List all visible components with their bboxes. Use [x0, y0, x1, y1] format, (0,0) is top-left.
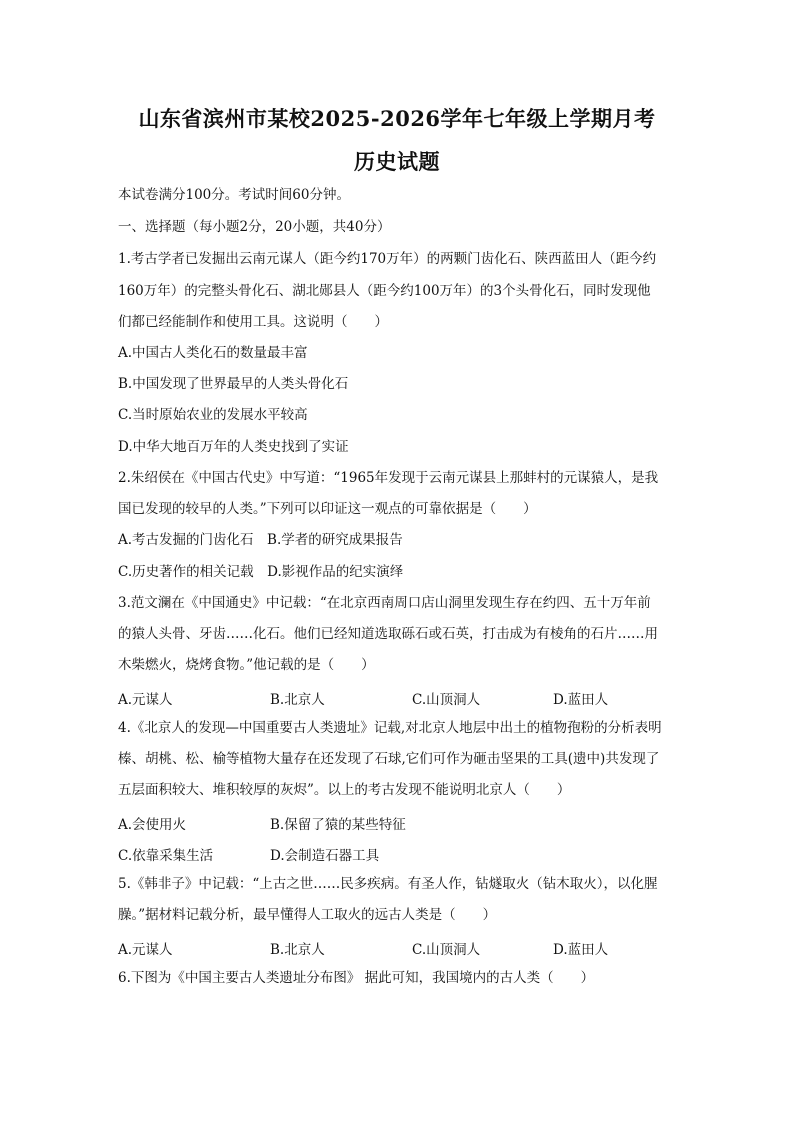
question-5-line-1: 5.《韩非子》中记载：“上古之世……民多疾病。有圣人作，钻燧取火（钻木取火），以化腥: [118, 876, 658, 892]
question-3-line-1: 3.范文澜在《中国通史》中记载：“在北京西南周口店山洞里发现生存在约四、五十万年前: [118, 595, 651, 611]
question-6-line-1: 6.下图为《中国主要古人类遗址分布图》 据此可知，我国境内的古人类（ ）: [118, 970, 595, 986]
question-1-line-3: 们都已经能制作和使用工具。这说明（ ）: [118, 314, 388, 330]
question-3-option-a: A.元谋人: [118, 692, 173, 708]
question-3-line-2: 的猿人头骨、牙齿……化石。他们已经知道选取砾石或石英，打击成为有棱角的石片……用: [118, 626, 658, 642]
question-4-option-d: D.会制造石器工具: [270, 848, 380, 864]
question-5-option-b: B.北京人: [270, 942, 325, 958]
question-4-line-2: 榛、胡桃、松、榆等植物大量存在还发现了石球,它们可作为砸击坚果的工具(遗中)共发现了: [118, 751, 660, 767]
question-4-option-c: C.依靠采集生活: [118, 848, 214, 864]
question-5-option-d: D.蓝田人: [553, 942, 609, 958]
question-3-option-c: C.山顶洞人: [412, 692, 481, 708]
question-2-options-cd: C.历史著作的相关记载 D.影视作品的纪实演绎: [118, 564, 404, 580]
question-1-option-a: A.中国古人类化石的数量最丰富: [118, 345, 308, 361]
question-2-line-2: 国已发现的较早的人类。”下列可以印证这一观点的可靠依据是（ ）: [118, 501, 537, 517]
section-heading: 一、选择题（每小题2分，20小题，共40分）: [118, 219, 391, 235]
question-2-line-1: 2.朱绍侯在《中国古代史》中写道：“1965年发现于云南元谋县上那蚌村的元谋猿人，是我: [118, 470, 659, 486]
question-5-option-a: A.元谋人: [118, 942, 173, 958]
question-2-options-ab: A.考古发掘的门齿化石 B.学者的研究成果报告: [118, 532, 403, 548]
question-4-line-3: 五层面积较大、堆积较厚的灰烬”。以上的考古发现不能说明北京人（ ）: [118, 782, 571, 798]
question-1-line-1: 1.考古学者已发掘出云南元谋人（距今约170万年）的两颗门齿化石、陕西蓝田人（距今约: [118, 251, 657, 267]
question-5-option-c: C.山顶洞人: [412, 942, 481, 958]
question-1-line-2: 160万年）的完整头骨化石、湖北郧县人（距今约100万年）的3个头骨化石，同时发现他: [118, 283, 651, 299]
question-1-option-c: C.当时原始农业的发展水平较高: [118, 407, 308, 423]
exam-title: 山东省滨州市某校2025-2026学年七年级上学期月考: [138, 106, 656, 131]
question-4-option-a: A.会使用火: [118, 817, 187, 833]
question-5-line-2: 臊。”据材料记载分析，最早懂得人工取火的远古人类是（ ）: [118, 907, 497, 923]
question-1-option-b: B.中国发现了世界最早的人类头骨化石: [118, 376, 349, 392]
question-3-option-b: B.北京人: [270, 692, 325, 708]
exam-intro: 本试卷满分100分。考试时间60分钟。: [118, 187, 350, 203]
question-3-option-d: D.蓝田人: [553, 692, 609, 708]
exam-subtitle: 历史试题: [354, 149, 440, 174]
question-4-line-1: 4.《北京人的发现—中国重要古人类遗址》记载,对北京人地层中出土的植物孢粉的分析表明: [118, 720, 662, 736]
question-3-line-3: 木柴燃火，烧烤食物。”他记载的是（ ）: [118, 657, 375, 673]
question-4-option-b: B.保留了猿的某些特征: [270, 817, 406, 833]
question-1-option-d: D.中华大地百万年的人类史找到了实证: [118, 439, 349, 455]
